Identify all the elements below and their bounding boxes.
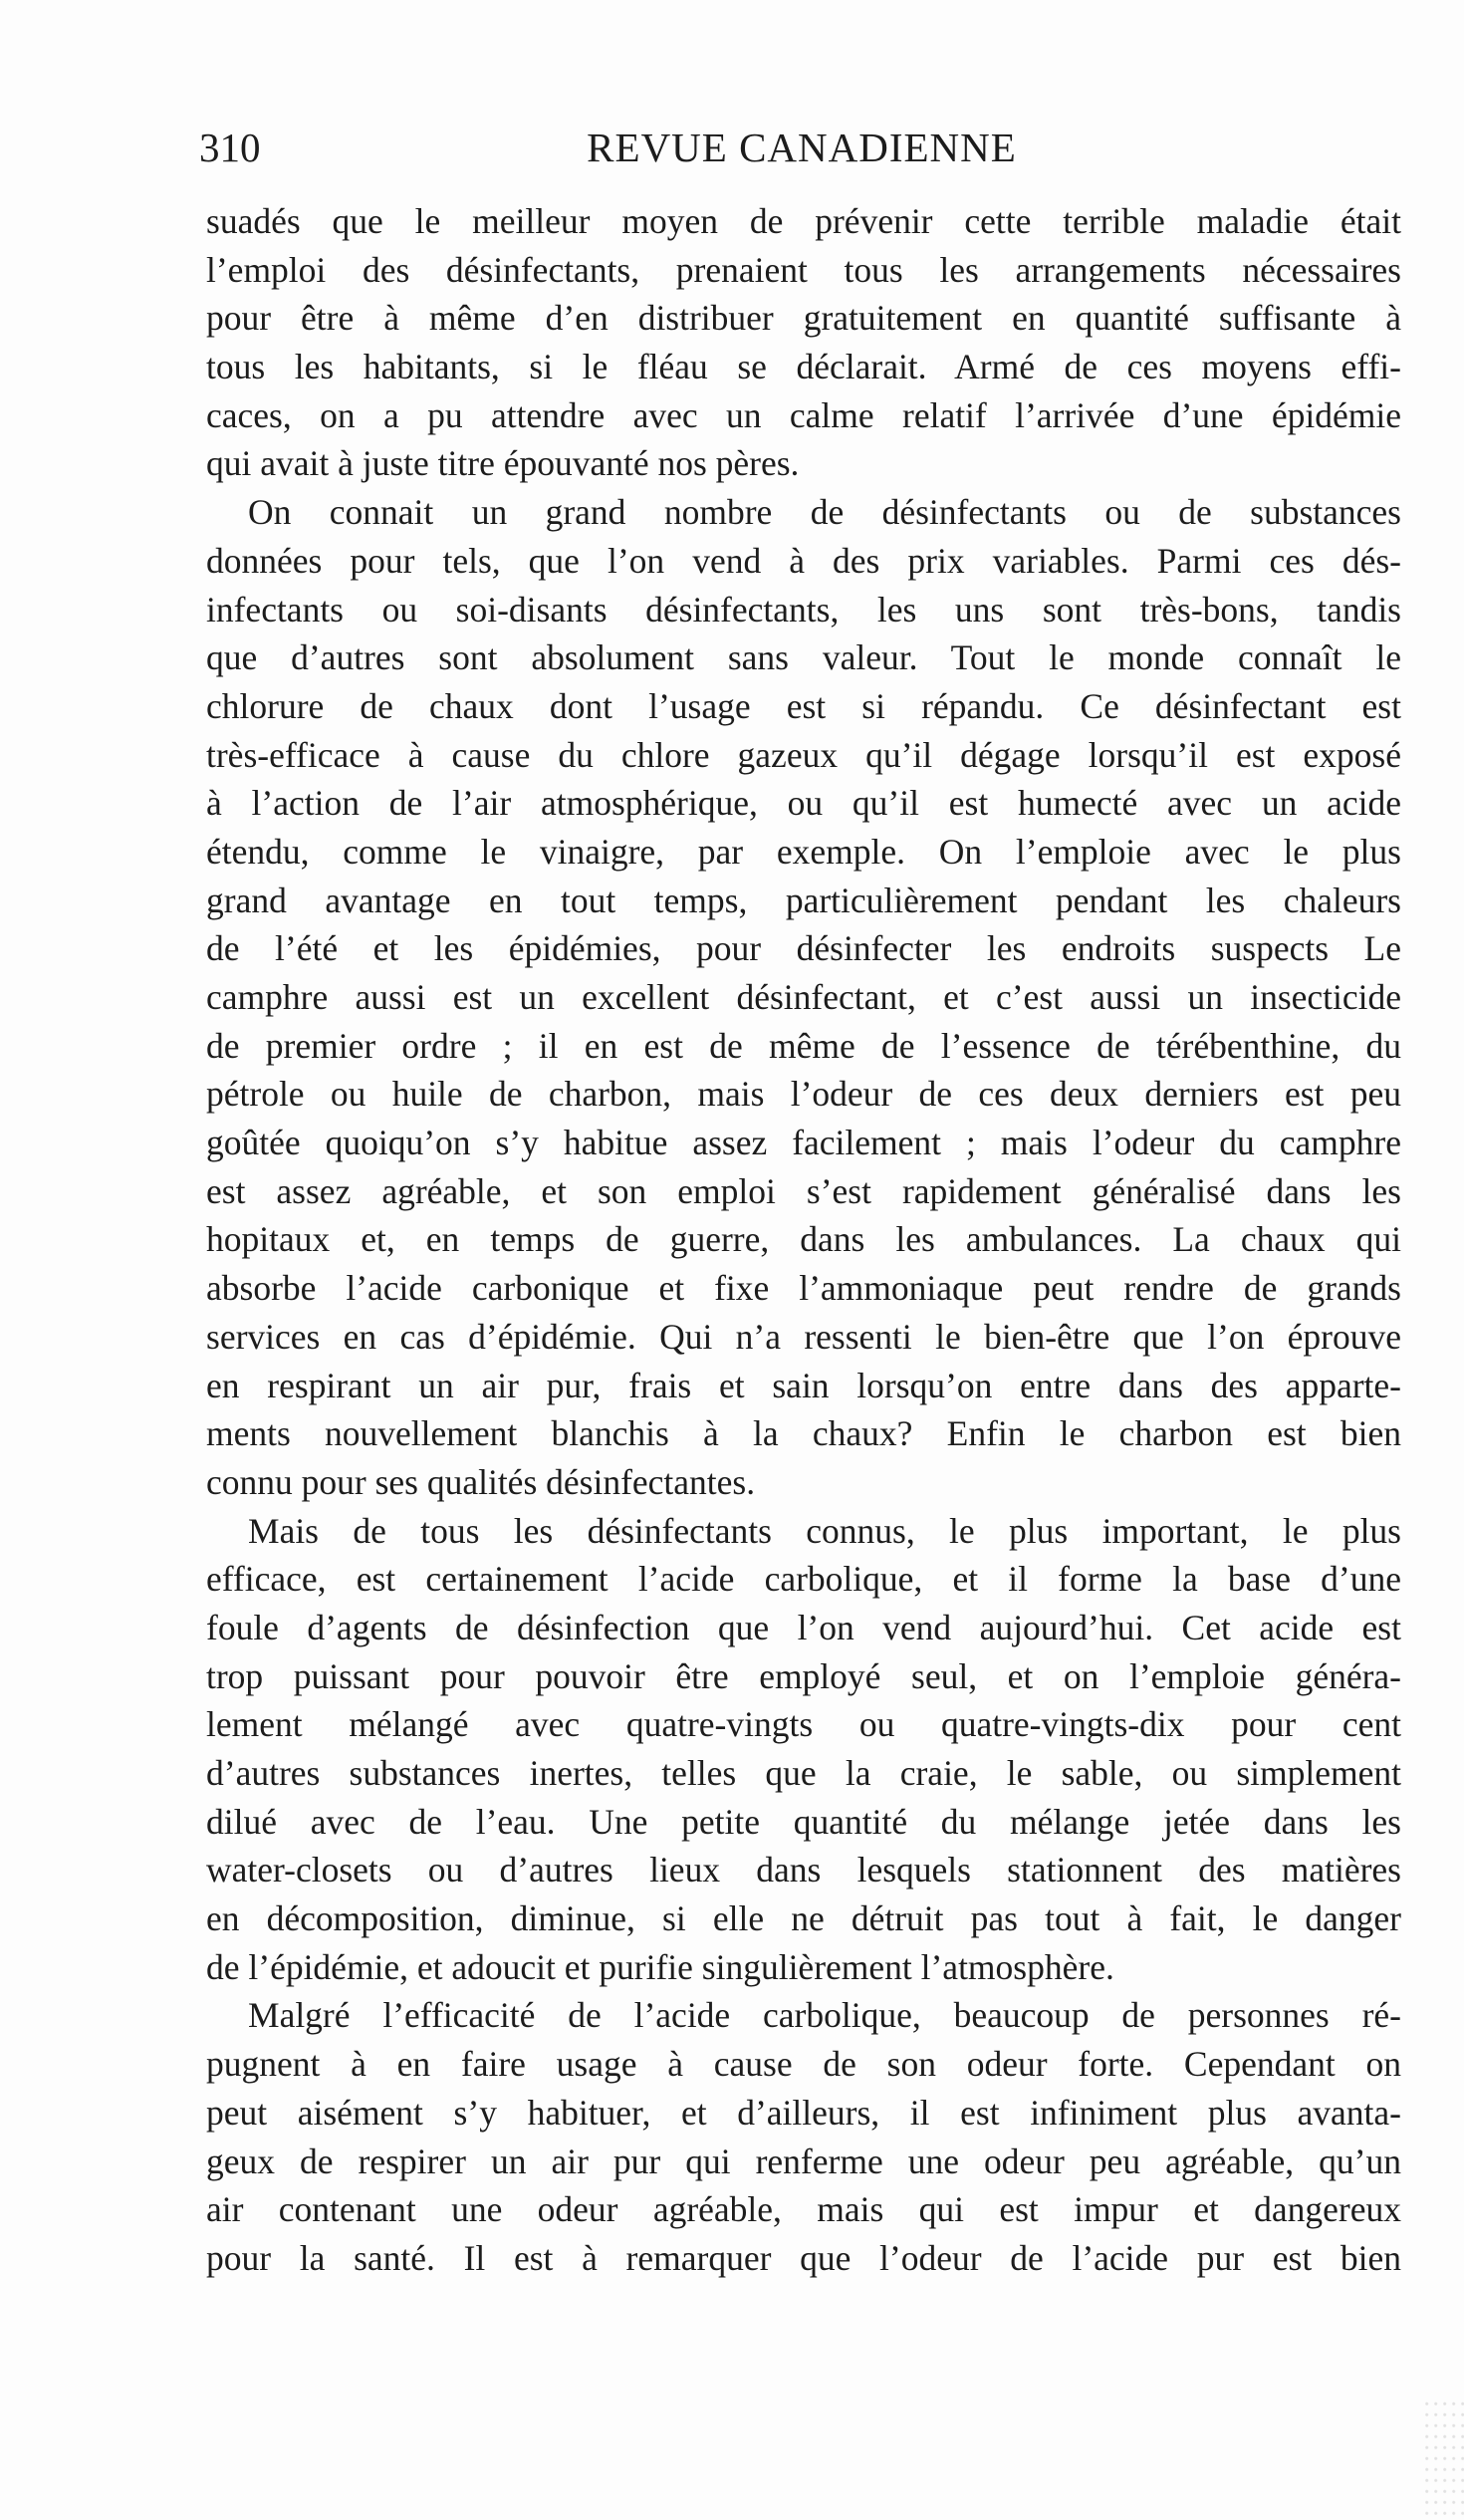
running-title: REVUE CANADIENNE <box>587 125 1017 170</box>
text-line: pétrole ou huile de charbon, mais l’odeur de ces deux derniers est peu <box>206 1074 1401 1115</box>
text-line: air contenant une odeur agréable, mais qui est impur et dangereux <box>206 2189 1401 2230</box>
text-line: Malgré l’efficacité de l’acide carbolique, beaucoup de personnes ré- <box>248 1995 1401 2036</box>
running-head <box>199 118 1404 177</box>
text-line: est assez agréable, et son emploi s’est rapidement généralisé dans les <box>206 1170 1401 1211</box>
text-line: camphre aussi est un excellent désinfectant, et c’est aussi un insecticide <box>206 977 1401 1017</box>
text-line: ments nouvellement blanchis à la chaux? Enfin le charbon est bien <box>206 1413 1401 1454</box>
text-line: lement mélangé avec quatre-vingts ou quatre-vingts-dix pour cent <box>206 1704 1401 1745</box>
text-line: connu pour ses qualités désinfectantes. <box>206 1461 756 1502</box>
text-line: water-closets ou d’autres lieux dans lesquels stationnent des matières <box>206 1850 1401 1890</box>
text-line: l’emploi des désinfectants, prenaient tous les arrangements nécessaires <box>206 249 1401 290</box>
page-number: 310 <box>199 125 261 170</box>
text-line: d’autres substances inertes, telles que la craie, le sable, ou simplement <box>206 1753 1401 1793</box>
text-line: de l’été et les épidémies, pour désinfecter les endroits suspects Le <box>206 928 1401 969</box>
text-line: données pour tels, que l’on vend à des prix variables. Parmi ces dés- <box>206 540 1401 581</box>
text-line: geux de respirer un air pur qui renferme une odeur peu agréable, qu’un <box>206 2141 1401 2181</box>
scan-speckle-decoration <box>1424 2400 1464 2520</box>
text-line: absorbe l’acide carbonique et fixe l’ammoniaque peut rendre de grands <box>206 1268 1401 1309</box>
text-line: étendu, comme le vinaigre, par exemple. On l’emploie avec le plus <box>206 831 1401 872</box>
text-line: pour la santé. Il est à remarquer que l’odeur de l’acide pur est bien <box>206 2237 1401 2278</box>
text-line: grand avantage en tout temps, particulièrement pendant les chaleurs <box>206 880 1401 920</box>
text-line: qui avait à juste titre épouvanté nos pères. <box>206 443 800 484</box>
text-line: dilué avec de l’eau. Une petite quantité du mélange jetée dans les <box>206 1801 1401 1842</box>
body-text <box>206 197 1401 2283</box>
text-line: foule d’agents de désinfection que l’on vend aujourd’hui. Cet acide est <box>206 1607 1401 1647</box>
text-line: efficace, est certainement l’acide carbolique, et il forme la base d’une <box>206 1559 1401 1600</box>
text-line: On connait un grand nombre de désinfectants ou de substances <box>248 492 1401 533</box>
text-line: de l’épidémie, et adoucit et purifie singulièrement l’atmosphère. <box>206 1946 1114 1987</box>
text-line: à l’action de l’air atmosphérique, ou qu’il est humecté avec un acide <box>206 783 1401 824</box>
text-line: pour être à même d’en distribuer gratuitement en quantité suffisante à <box>206 298 1401 339</box>
text-line: tous les habitants, si le fléau se déclarait. Armé de ces moyens effi- <box>206 347 1401 387</box>
text-line: de premier ordre ; il en est de même de l’essence de térébenthine, du <box>206 1025 1401 1066</box>
text-line: en respirant un air pur, frais et sain lorsqu’on entre dans des apparte- <box>206 1365 1401 1405</box>
text-line: très-efficace à cause du chlore gazeux qu’il dégage lorsqu’il est exposé <box>206 734 1401 775</box>
text-line: pugnent à en faire usage à cause de son odeur forte. Cependant on <box>206 2044 1401 2085</box>
text-line: suadés que le meilleur moyen de prévenir cette terrible maladie était <box>206 201 1401 241</box>
text-line: Mais de tous les désinfectants connus, le plus important, le plus <box>248 1510 1401 1551</box>
text-line: peut aisément s’y habituer, et d’ailleurs, il est infiniment plus avanta- <box>206 2092 1401 2133</box>
text-line: goûtée quoiqu’on s’y habitue assez facilement ; mais l’odeur du camphre <box>206 1123 1401 1163</box>
text-line: trop puissant pour pouvoir être employé seul, et on l’emploie généra- <box>206 1655 1401 1696</box>
text-line: en décomposition, diminue, si elle ne détruit pas tout à fait, le danger <box>206 1898 1401 1939</box>
text-line: infectants ou soi-disants désinfectants, les uns sont très-bons, tandis <box>206 589 1401 630</box>
text-line: caces, on a pu attendre avec un calme relatif l’arrivée d’une épidémie <box>206 394 1401 435</box>
text-line: hopitaux et, en temps de guerre, dans les ambulances. La chaux qui <box>206 1219 1401 1260</box>
text-line: chlorure de chaux dont l’usage est si répandu. Ce désinfectant est <box>206 685 1401 726</box>
text-line: services en cas d’épidémie. Qui n’a ressenti le bien-être que l’on éprouve <box>206 1316 1401 1357</box>
text-line: que d’autres sont absolument sans valeur. Tout le monde connaît le <box>206 637 1401 678</box>
